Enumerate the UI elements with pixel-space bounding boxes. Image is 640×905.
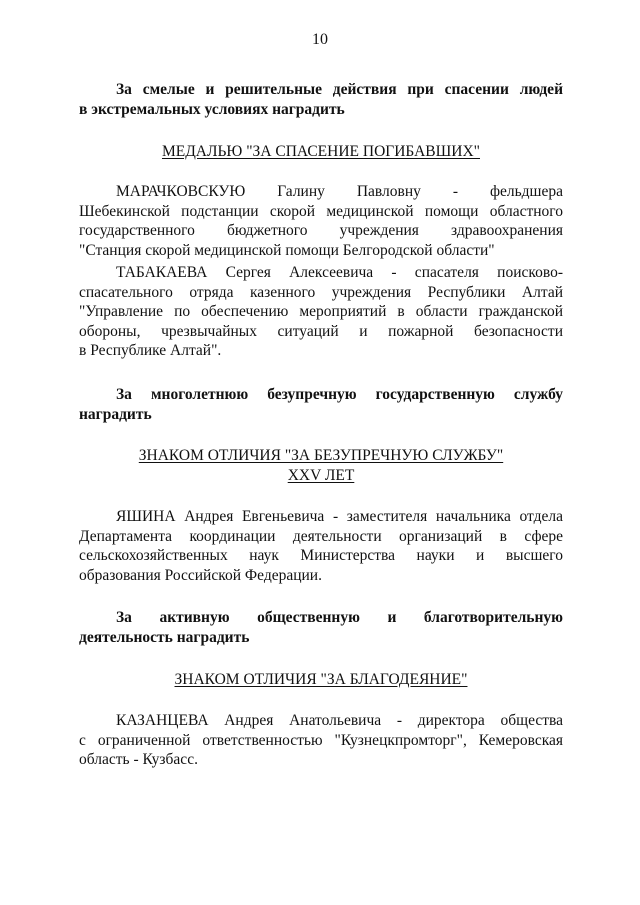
section-3-award-title: [79, 670, 563, 690]
recipient-line: "Станция скорой медицинской помощи Белгородской области": [79, 241, 495, 259]
recipient-line: обороны, чрезвычайных ситуаций и пожарной безопасности: [79, 322, 563, 340]
recipient-line: в Республике Алтай".: [79, 342, 222, 359]
intro-line: За активную общественную и благотворительную: [116, 609, 563, 626]
award-title-line: МЕДАЛЬЮ "ЗА СПАСЕНИЕ ПОГИБАВШИХ": [161, 143, 480, 160]
award-title-line: XXV ЛЕТ: [287, 466, 355, 484]
recipient-line: сельскохозяйственных наук Министерства науки и высшего: [79, 547, 563, 564]
section-2-intro: [79, 385, 563, 424]
section-1-recipient-2: [79, 263, 563, 361]
intro-line: деятельность наградить: [79, 628, 250, 646]
section-1-intro: [79, 80, 563, 119]
recipient-line: с ограниченной ответственностью "Кузнецкпромторг", Кемеровская: [79, 731, 563, 749]
recipient-line: государственного бюджетного учреждения здравоохранения: [79, 222, 563, 239]
page-number: 10: [312, 31, 328, 48]
recipient-line: область - Кузбасс.: [79, 751, 198, 768]
section-3-recipient-1: [79, 711, 563, 770]
section-2-recipient-1: [79, 507, 563, 585]
intro-line: наградить: [79, 405, 152, 423]
recipient-line: КАЗАНЦЕВА Андрея Анатольевича - директора общества: [116, 712, 563, 729]
intro-line: в экстремальных условиях наградить: [79, 100, 345, 118]
recipient-line: Департамента координации деятельности организаций в сфере: [79, 527, 563, 545]
section-3-intro: [79, 608, 563, 647]
recipient-line: образования Российской Федерации.: [79, 566, 322, 584]
section-1-award-title: [79, 142, 563, 162]
award-title-line: ЗНАКОМ ОТЛИЧИЯ "ЗА БЕЗУПРЕЧНУЮ СЛУЖБУ": [138, 447, 504, 464]
recipient-line: МАРАЧКОВСКУЮ Галину Павловну - фельдшера: [116, 183, 563, 200]
recipient-line: "Управление по обеспечению мероприятий в области гражданской: [79, 303, 563, 320]
section-2-award-title: [79, 446, 563, 485]
intro-line: За многолетнюю безупречную государственную службу: [116, 386, 563, 403]
recipient-line: спасательного отряда казенного учреждения Республики Алтай: [79, 283, 563, 301]
intro-line: За смелые и решительные действия при спасении людей: [116, 81, 563, 98]
section-1-recipient-1: [79, 182, 563, 260]
recipient-line: ТАБАКАЕВА Сергея Алексеевича - спасателя поисково-: [116, 264, 563, 281]
recipient-line: ЯШИНА Андрея Евгеньевича - заместителя начальника отдела: [116, 508, 563, 525]
recipient-line: Шебекинской подстанции скорой медицинской помощи областного: [79, 202, 563, 220]
award-title-line: ЗНАКОМ ОТЛИЧИЯ "ЗА БЛАГОДЕЯНИЕ": [174, 671, 468, 688]
